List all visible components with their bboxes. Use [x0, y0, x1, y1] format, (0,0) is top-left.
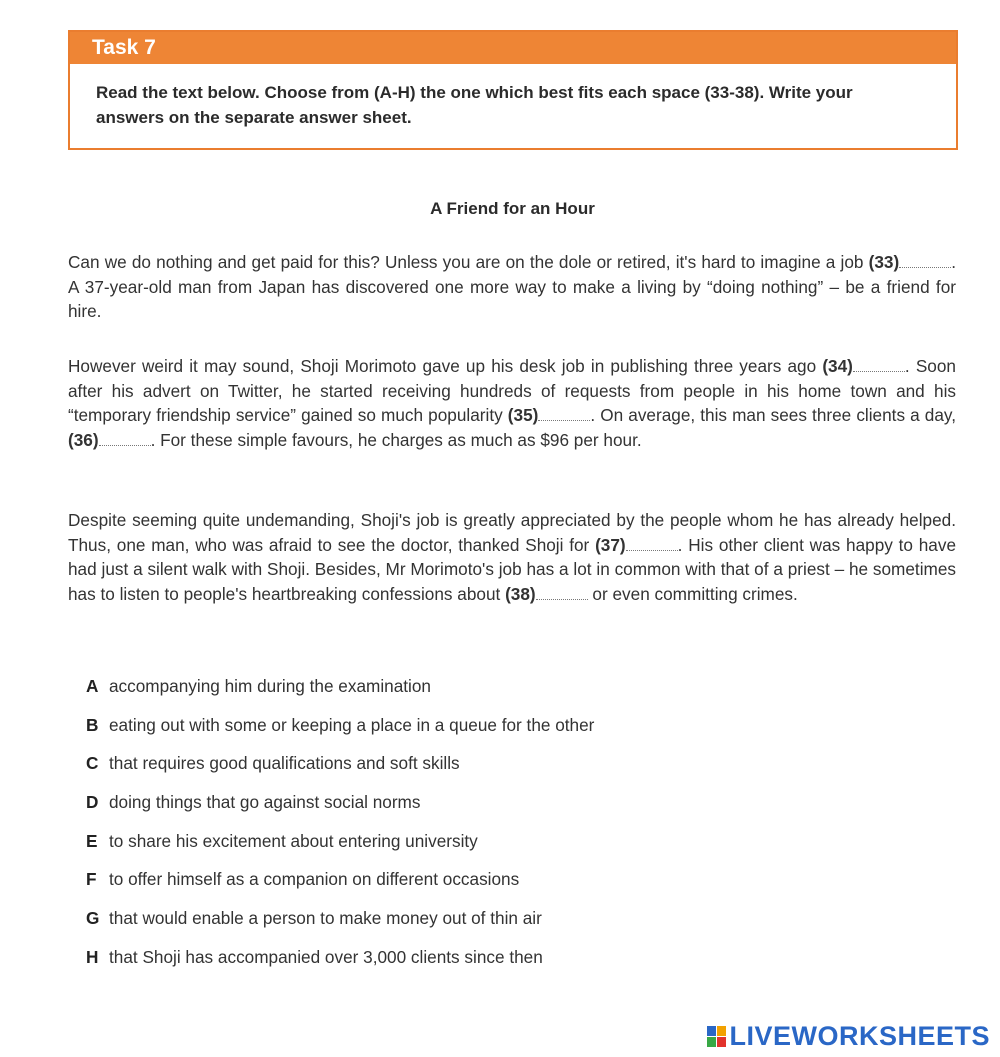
option-letter: B — [86, 714, 99, 735]
gap-34-blank[interactable] — [853, 357, 905, 372]
option-letter: A — [86, 676, 99, 696]
option-d — [86, 790, 886, 829]
option-text: accompanying him during the examination — [109, 676, 431, 696]
liveworksheets-logo[interactable] — [707, 1022, 990, 1050]
liveworksheets-brand-text: LIVEWORKSHEETS — [729, 1020, 990, 1051]
gap-37-blank[interactable] — [626, 536, 678, 551]
option-letter: G — [86, 908, 100, 929]
option-letter: D — [86, 792, 99, 813]
gap-36-blank[interactable] — [99, 431, 151, 446]
logo-square-icon — [707, 1037, 716, 1047]
paragraph-3-text-a: Despite seeming quite undemanding, Shoji's job is greatly appreciated by the people whom he has already helped. Thus, one man, who was afraid to see the doctor, thanked Shoji for — [68, 510, 956, 555]
logo-square-icon — [717, 1037, 726, 1047]
paragraph-3-text-b: . His other client was happy to have had just a silent walk with Shoji. Besides, Mr Morimoto's job has a lot in common with that of a priest – he sometimes has to listen to people's heartbreaking confessions about — [68, 534, 957, 604]
gap-38-blank[interactable] — [536, 585, 588, 600]
option-text: that requires good qualifications and soft skills — [109, 753, 460, 774]
option-letter: C — [86, 753, 99, 774]
instruction-line-2: answers on the separate answer sheet. — [96, 108, 412, 127]
gap-35-label: (35) — [507, 405, 539, 425]
option-e — [86, 829, 886, 868]
gap-38-label: (38) — [505, 583, 536, 604]
paragraph-2 — [68, 354, 956, 452]
option-text: doing things that go against social norms — [109, 792, 421, 813]
task-instruction — [70, 64, 956, 130]
paragraph-3-text-c: or even committing crimes. — [587, 583, 798, 604]
option-c — [86, 751, 886, 790]
logo-square-icon — [717, 1026, 726, 1036]
option-h — [86, 945, 886, 984]
gap-34-label: (34) — [822, 356, 853, 376]
option-text: eating out with some or keeping a place in a queue for the other — [109, 714, 595, 735]
option-g — [86, 906, 886, 945]
paragraph-2-text-d: . For these simple favours, he charges as much as $96 per hour. — [150, 429, 642, 450]
option-text: to share his excitement about entering university — [109, 830, 478, 851]
option-a — [86, 674, 886, 713]
option-letter: H — [86, 946, 99, 967]
option-f — [86, 867, 886, 906]
gap-36-label: (36) — [68, 429, 99, 450]
gap-33-label: (33) — [868, 252, 900, 272]
instruction-line-1: Read the text below. Choose from (A-H) the one which best fits each space (33-38). Write your — [96, 83, 853, 102]
paragraph-2-text-c: . On average, this man sees three clients a day, — [590, 405, 956, 425]
gap-35-blank[interactable] — [538, 406, 590, 421]
option-letter: F — [86, 869, 97, 890]
paragraph-1-text-a: Can we do nothing and get paid for this? Unless you are on the dole or retired, it's hard to imagine a job — [68, 252, 869, 272]
logo-square-icon — [707, 1026, 716, 1036]
task-box — [68, 30, 958, 150]
option-letter: E — [86, 830, 98, 851]
article-title: A Friend for an Hour — [430, 199, 595, 218]
paragraph-1-text-b: . A 37-year-old man from Japan has discovered one more way to make a living by “doing nothing” – be a friend for hire. — [68, 252, 956, 321]
options-list — [86, 674, 886, 984]
option-text: that would enable a person to make money out of thin air — [109, 908, 542, 929]
paragraph-1 — [68, 250, 956, 324]
option-text: to offer himself as a companion on different occasions — [109, 869, 520, 890]
paragraph-3 — [68, 508, 956, 606]
gap-33-blank[interactable] — [899, 253, 951, 268]
option-text: that Shoji has accompanied over 3,000 clients since then — [109, 946, 543, 967]
paragraph-2-text-a: However weird it may sound, Shoji Morimoto gave up his desk job in publishing three years ago — [68, 356, 823, 376]
gap-37-label: (37) — [595, 534, 626, 555]
option-b — [86, 713, 886, 752]
paragraph-2-text-b: . Soon after his advert on Twitter, he started receiving hundreds of requests from people in his home town and his “temporary friendship service” gained so much popularity — [68, 356, 956, 425]
liveworksheets-logo-icon — [707, 1026, 726, 1047]
task-header: Task 7 — [70, 32, 956, 64]
